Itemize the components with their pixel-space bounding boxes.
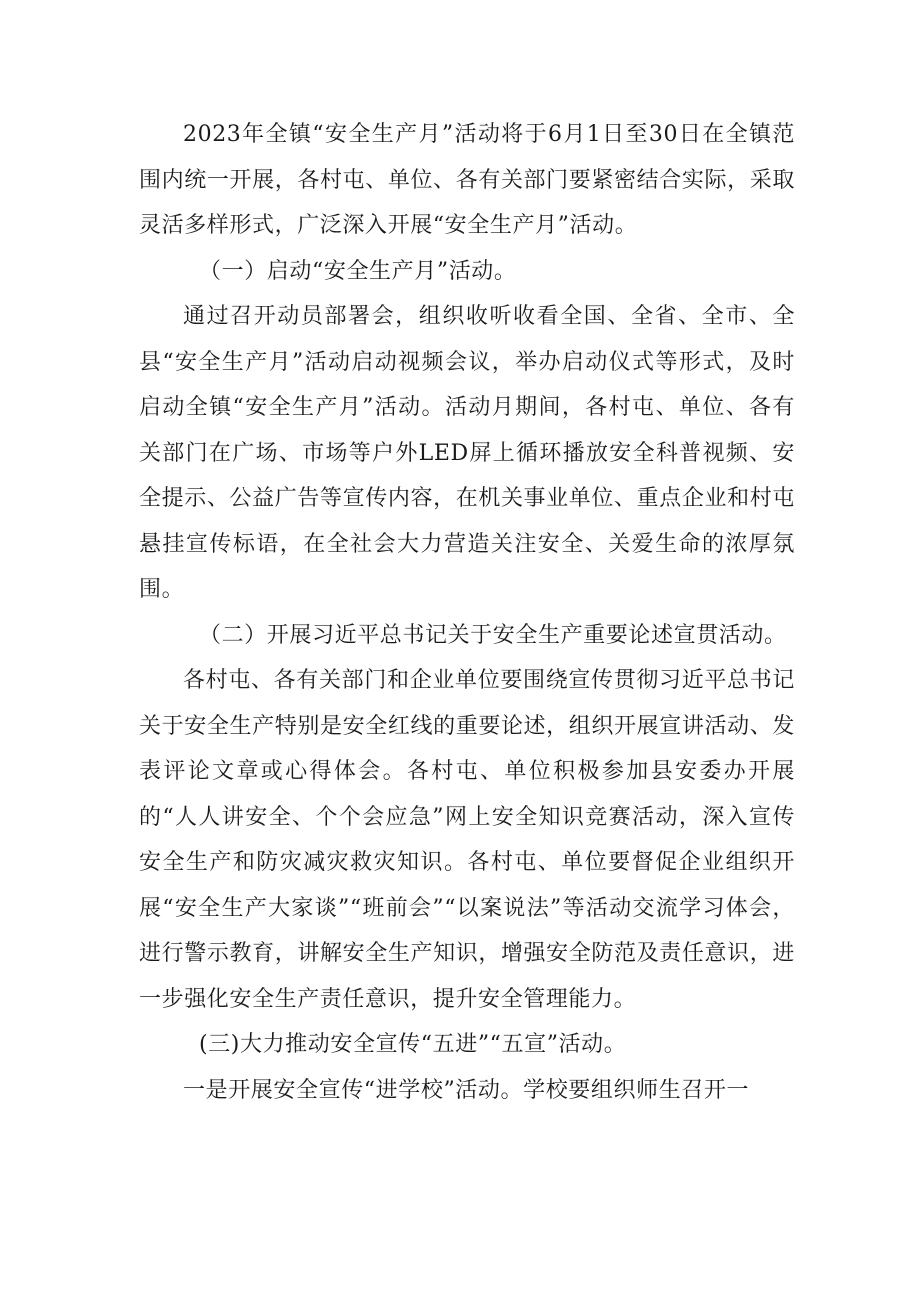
section-3-paragraph: 一是开展安全宣传“进学校”活动。学校要组织师生召开一 [183, 1077, 750, 1103]
section-heading-1: （一）启动“安全生产月”活动。 [199, 258, 517, 284]
intro-paragraph: 2023年全镇“安全生产月”活动将于6月1日至30日在全镇范围内统一开展，各村屯、单位、各有关部门要紧密结合实际，采取灵活多样形式，广泛深入开展“安全生产月”活动。 [139, 122, 795, 238]
section-2-paragraph: 各村屯、各有关部门和企业单位要围绕宣传贯彻习近平总书记关于安全生产特别是安全红线的重要论述，组织开展宣讲活动、发表评论文章或心得体会。各村屯、单位积极参加县安委办开展的“人人讲安全、个个会应急”网上安全知识竞赛活动，深入宣传安全生产和防灾减灾救灾知识。各村屯、单位要督促企业组织开展“安全生产大家谈”“班前会”“以案说法”等活动交流学习体会，进行警示教育，讲解安全生产知识，增强安全防范及责任意识，进一步强化安全生产责任意识，提升安全管理能力。 [139, 668, 795, 1012]
document-body [139, 112, 795, 1113]
section-heading-3: (三)大力推动安全宣传“五进”“五宣”活动。 [199, 1032, 627, 1057]
section-heading-2: （二）开展习近平总书记关于安全生产重要论述宣贯活动。 [199, 622, 787, 648]
section-1-paragraph: 通过召开动员部署会，组织收听收看全国、全省、全市、全县“安全生产月”活动启动视频会议，举办启动仪式等形式，及时启动全镇“安全生产月”活动。活动月期间，各村屯、单位、各有关部门在广场、市场等户外LED屏上循环播放安全科普视频、安全提示、公益广告等宣传内容，在机关事业单位、重点企业和村屯悬挂宣传标语，在全社会大力营造关注安全、关爱生命的浓厚氛围。 [139, 304, 795, 602]
